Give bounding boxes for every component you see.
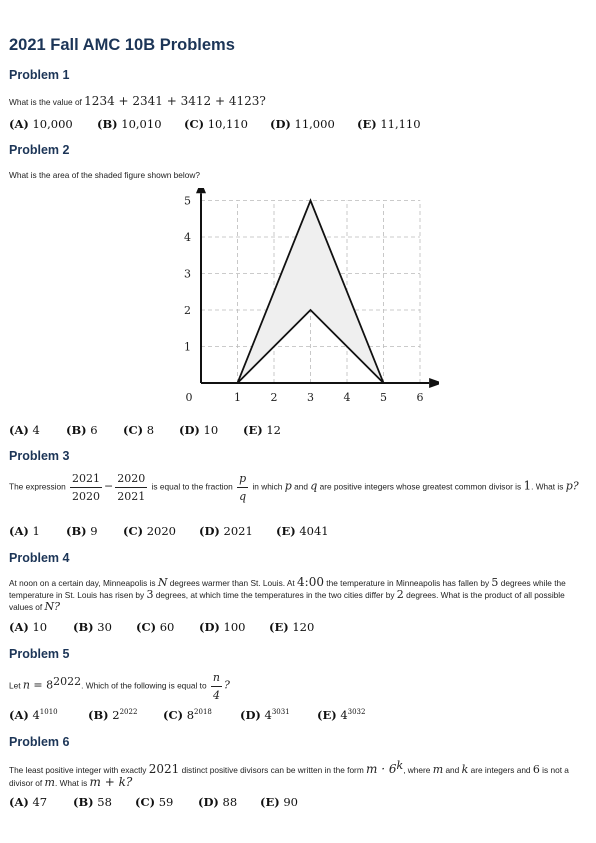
y-axis-arrow-icon <box>196 188 206 193</box>
problem-2-text: What is the area of the shaded figure shown below? <box>9 170 200 180</box>
choice-b: (B) 30 <box>73 620 112 634</box>
choice-e: (E) 11,110 <box>357 117 421 131</box>
problem-3-text: The expression $\frac{2021}{2020}$ − $\frac{2020}{2021}$ is equal to the fraction $\frac{p}{q}$ in which p and q are positive integers whose greatest common divisor is 1. What is p? <box>9 472 579 503</box>
fraction-n-4: $\frac{n}{4}$ <box>212 671 221 702</box>
choice-a: (A) 1 <box>9 524 40 538</box>
choice-a: (A) 47 <box>9 795 48 809</box>
problem-5-choices <box>9 708 365 722</box>
problem-1-text <box>9 95 587 108</box>
problem-4-choices <box>9 620 314 634</box>
choice-b: (B) 6 <box>66 423 98 437</box>
choice-d: (D) $4^{3031}$ <box>240 708 290 722</box>
problem-6-text: The least positive integer with exactly 2021 distinct positive divisors can be written in the form $m \cdot 6^k$, where m and k are integers and 6 is not a divisor of m. What is m + k? <box>9 759 569 789</box>
choice-d: (D) 11,000 <box>270 117 335 131</box>
fraction-2020-2021: $\frac{2020}{2021}$ <box>117 472 146 503</box>
x-tick-label: 6 <box>416 391 424 404</box>
problem-1-choices <box>9 117 421 131</box>
choice-b: (B) 58 <box>73 795 112 809</box>
problem-3-choices <box>9 524 329 538</box>
choice-e: (E) 120 <box>269 620 315 634</box>
choice-c: (C) 60 <box>136 620 175 634</box>
problem-6-choices <box>9 795 298 809</box>
y-tick-label: 2 <box>184 304 191 317</box>
problem-2-choices <box>9 423 281 437</box>
choice-d: (D) 100 <box>199 620 246 634</box>
choice-d: (D) 10 <box>179 423 219 437</box>
problem-4-heading: Problem 4 <box>9 551 70 565</box>
problem-3-heading: Problem 3 <box>9 449 70 463</box>
x-tick-label: 5 <box>380 391 387 404</box>
choice-c: (C) 10,110 <box>184 117 248 131</box>
fraction-2021-2020: $\frac{2021}{2020}$ <box>72 472 101 503</box>
choice-c: (C) $8^{2018}$ <box>163 708 212 722</box>
choice-b: (B) 9 <box>66 524 98 538</box>
x-tick-label: 4 <box>343 391 351 404</box>
fraction-p-q: $\frac{p}{q}$ <box>239 472 247 503</box>
x-axis-arrow-icon <box>429 378 439 388</box>
choice-e: (E) 12 <box>243 423 281 437</box>
x-tick-label: 3 <box>307 391 314 404</box>
problem-1-prefix: What is the value of <box>9 97 85 107</box>
y-tick-label: 3 <box>184 267 191 281</box>
problem-1-heading: Problem 1 <box>9 68 70 82</box>
page-title: 2021 Fall AMC 10B Problems <box>9 36 235 54</box>
choice-a: (A) 10 <box>9 620 48 634</box>
choice-a: (A) 4 <box>9 423 40 437</box>
choice-e: (E) $4^{3032}$ <box>317 708 366 722</box>
choice-c: (C) 8 <box>123 423 155 437</box>
problem-5-heading: Problem 5 <box>9 647 70 661</box>
problem-4-text: At noon on a certain day, Minneapolis is N degrees warmer than St. Louis. At 4:00 the temperature in Minneapolis has fallen by 5 degrees while the temperature in St. Louis has risen by 3 degrees, at which time the temperatures in the two cities differ by 2 degrees. What is the product of all possible values of N? <box>9 575 566 613</box>
choice-c: (C) 2020 <box>123 524 176 538</box>
problem-1-math: 1234 + 2341 + 3412 + 4123? <box>84 94 266 108</box>
y-tick-label: 4 <box>184 231 191 244</box>
y-tick-label: 1 <box>184 340 191 354</box>
choice-d: (D) 88 <box>198 795 238 809</box>
choice-d: (D) 2021 <box>199 524 253 538</box>
shaded-region <box>238 201 384 384</box>
problem-5-text: Let $n = 8^{2022}$. Which of the following is equal to $\frac{n}{4}$ ? <box>9 671 230 702</box>
choice-c: (C) 59 <box>135 795 174 809</box>
choice-e: (E) 90 <box>260 795 298 809</box>
problem-2-heading: Problem 2 <box>9 143 70 157</box>
choice-b: (B) 10,010 <box>97 117 162 131</box>
x-tick-label: 0 <box>185 391 193 404</box>
choice-a: (A) $4^{1010}$ <box>9 708 58 722</box>
figure-shapes <box>238 201 384 384</box>
problem-6-heading: Problem 6 <box>9 735 70 749</box>
choice-e: (E) 4041 <box>276 524 329 538</box>
y-tick-label: 5 <box>184 194 191 208</box>
choice-b: (B) $2^{2022}$ <box>88 708 138 722</box>
choice-a: (A) 10,000 <box>9 117 73 131</box>
x-tick-label: 2 <box>270 391 278 404</box>
x-tick-label: 1 <box>234 391 241 404</box>
problem-2-figure <box>169 188 439 410</box>
